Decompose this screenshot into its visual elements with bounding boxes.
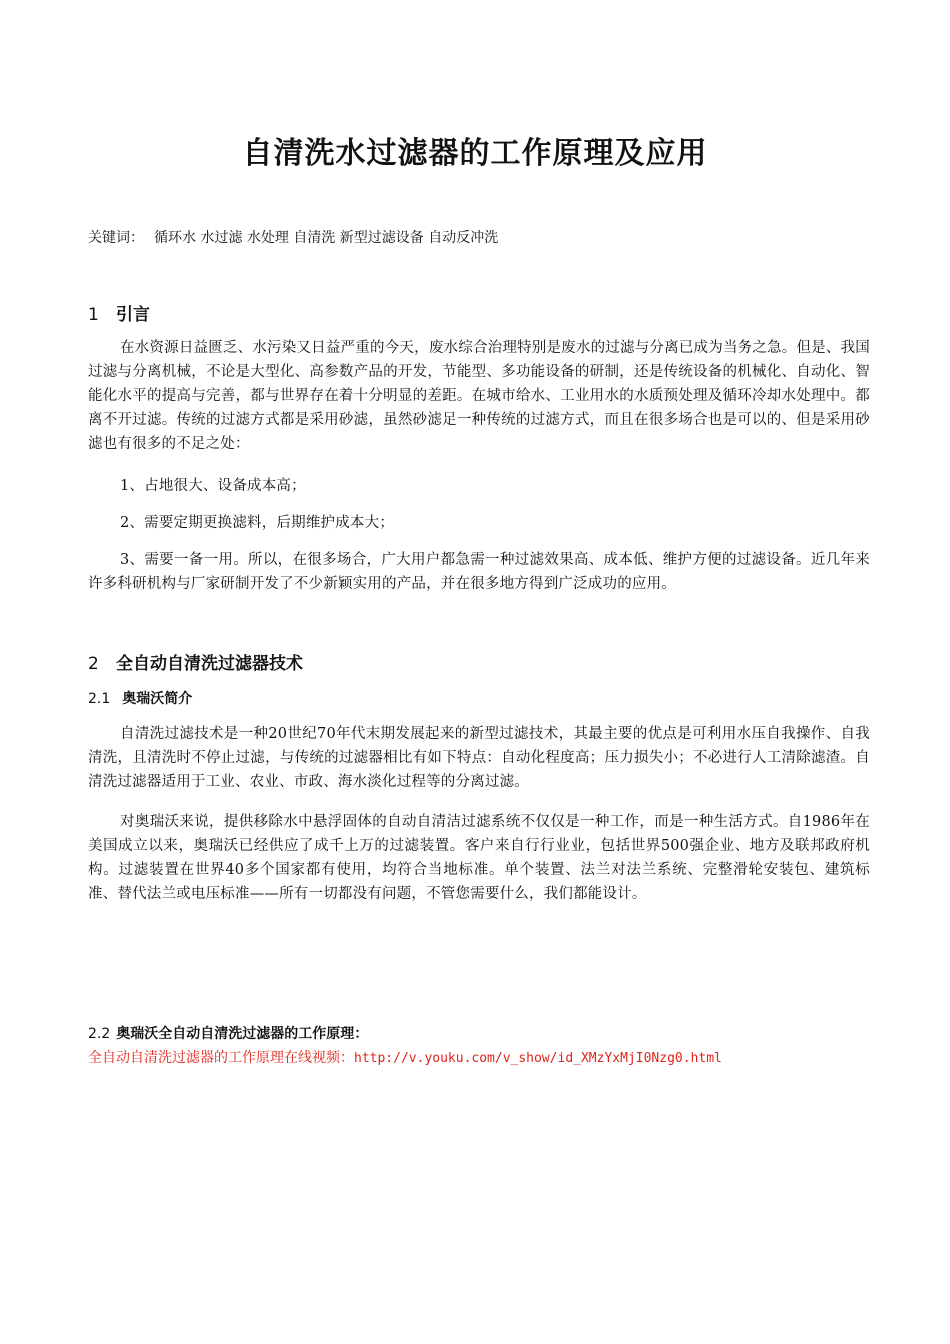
section-1-point-3: 3、需要一备一用。所以，在很多场合，广大用户都急需一种过滤效果高、成本低、维护方便的过滤设备。近几年来许多科研机构与厂家研制开发了不少新颖实用的产品，并在很多地方得到广泛成功的应用。 [88,552,870,592]
section-2-2-title: 奥瑞沃全自动自清洗过滤器的工作原理： [116,1026,369,1042]
section-2-number: 2 [88,654,99,674]
section-2-2-number: 2.2 [88,1026,111,1042]
section-1-number: 1 [88,305,99,325]
video-link-label: 全自动自清洗过滤器的工作原理在线视频： [88,1050,354,1066]
keywords-text: 循环水 水过滤 水处理 自清洗 新型过滤设备 自动反冲洗 [154,230,499,246]
video-link-url[interactable]: http://v.youku.com/v_show/id_XMzYxMjI0Nzg0.html [354,1051,722,1066]
document-title: 自清洗水过滤器的工作原理及应用 [242,136,708,171]
section-2-1-paragraph-1: 自清洗过滤技术是一种20世纪70年代末期发展起来的新型过滤技术，其最主要的优点是可利用水压自我操作、自我清洗，且清洗时不停止过滤，与传统的过滤器相比有如下特点：自动化程度高；压力损失小；不必进行人工清除滤渣。自清洗过滤器适用于工业、农业、市政、海水淡化过程等的分离过滤。 [88,726,870,790]
section-1-point-1: 1、占地很大、设备成本高； [120,478,306,494]
section-2-title: 全自动自清洗过滤器技术 [116,654,303,674]
keywords-line [88,227,498,247]
section-2-1-number: 2.1 [88,691,111,707]
section-2-1-heading [88,688,192,708]
section-2-2-heading [88,1023,368,1043]
section-1-point-2: 2、需要定期更换滤料，后期维护成本大； [120,515,395,531]
section-2-heading [88,649,303,674]
section-1-title: 引言 [116,305,150,325]
section-2-1-title: 奥瑞沃简介 [122,691,193,707]
section-1-heading [88,300,150,325]
keywords-label: 关键词： [88,230,144,246]
video-link-line [88,1047,722,1067]
section-2-1-paragraph-2: 对奥瑞沃来说，提供移除水中悬浮固体的自动自清洁过滤系统不仅仅是一种工作，而是一种生活方式。自1986年在美国成立以来，奥瑞沃已经供应了成千上万的过滤装置。客户来自行行业业，包括世界500强企业、地方及联邦政府机构。过滤装置在世界40多个国家都有使用，均符合当地标准。单个装置、法兰对法兰系统、完整滑轮安装包、建筑标准、替代法兰或电压标准——所有一切都没有问题，不管您需要什么，我们都能设计。 [88,814,870,902]
section-1-intro-paragraph: 在水资源日益匮乏、水污染又日益严重的今天，废水综合治理特别是废水的过滤与分离已成为当务之急。但是、我国过滤与分离机械，不论是大型化、高参数产品的开发，节能型、多功能设备的研制，还是传统设备的机械化、自动化、智能化水平的提高与完善，都与世界存在着十分明显的差距。在城市给水、工业用水的水质预处理及循环冷却水处理中。都离不开过滤。传统的过滤方式都是采用砂滤，虽然砂滤足一种传统的过滤方式，而且在很多场合也是可以的、但是采用砂滤也有很多的不足之处： [88,340,870,452]
